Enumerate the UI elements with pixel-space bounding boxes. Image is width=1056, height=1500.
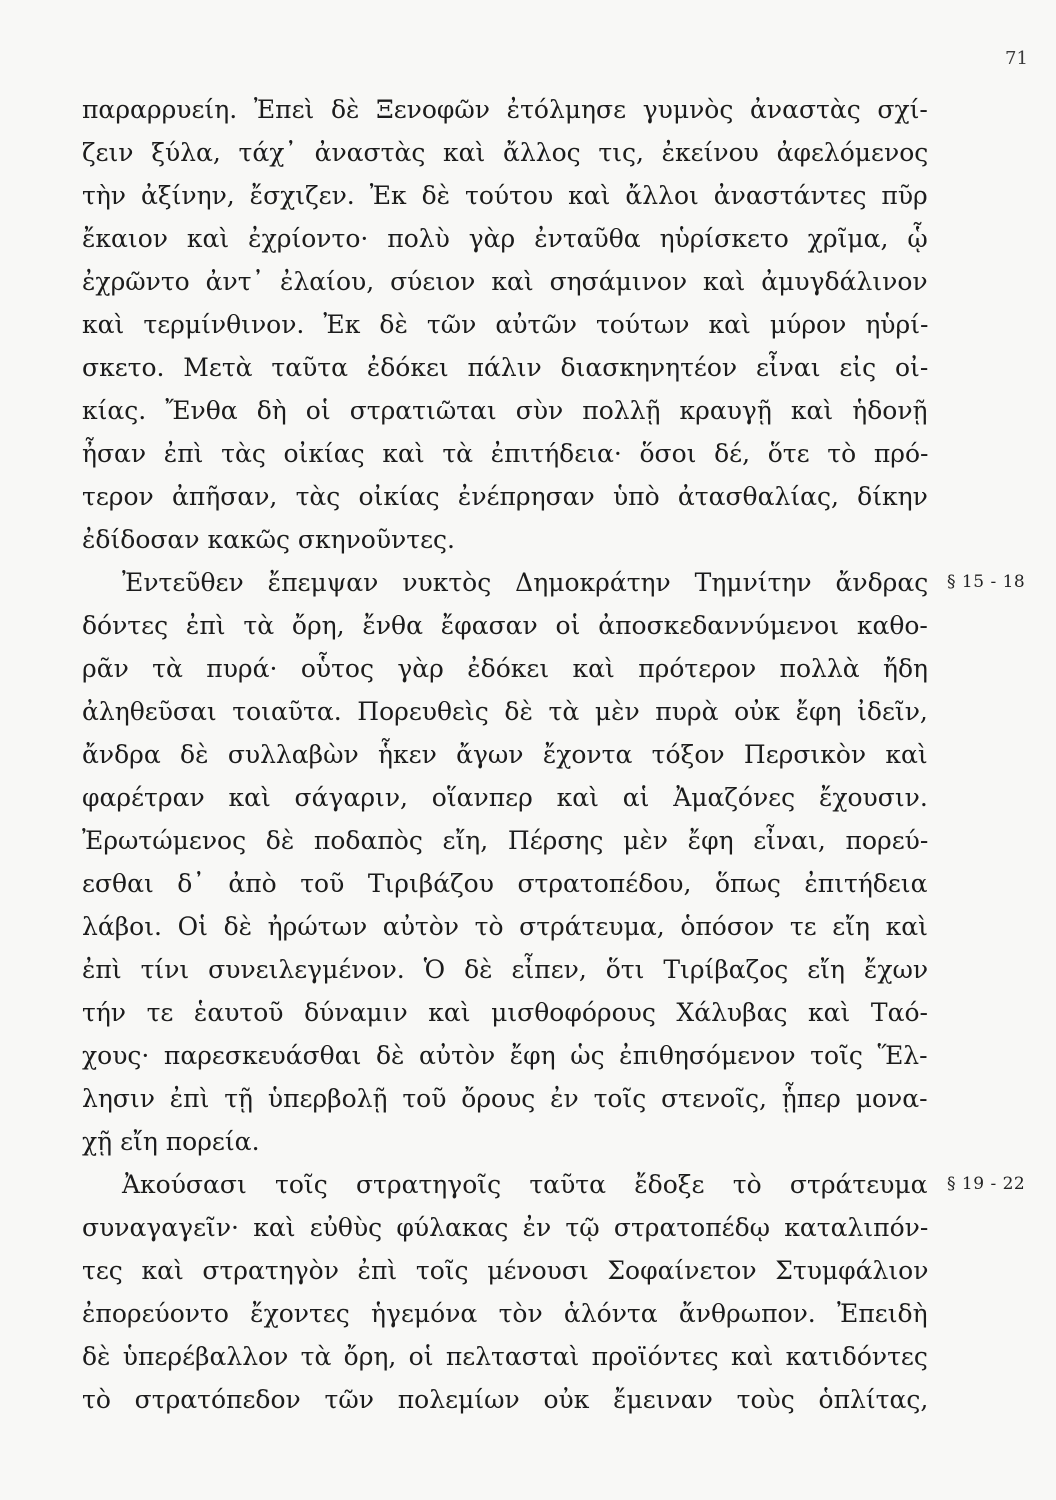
text-line	[82, 862, 928, 905]
text-line-content: τήν τε ἑαυτοῦ δύναμιν καὶ μισθοφόρους Χάλυβας καὶ Ταό-	[82, 998, 928, 1027]
text-line	[82, 1335, 928, 1378]
text-line	[82, 432, 928, 475]
text-line-content: χους· παρεσκευάσθαι δὲ αὐτὸν ἔφη ὡς ἐπιθησόμενον τοῖς Ἕλ-	[82, 1041, 928, 1070]
text-line	[82, 647, 928, 690]
text-line-content: Ἐντεῦθεν ἔπεμψαν νυκτὸς Δημοκράτην Τημνίτην ἄνδρας	[122, 568, 929, 597]
text-line-content: ζειν ξύλα, τάχ᾽ ἀναστὰς καὶ ἄλλος τις, ἐκείνου ἀφελόμενος	[82, 138, 929, 167]
text-line	[82, 346, 928, 389]
text-line-content: δὲ ὑπερέβαλλον τὰ ὄρη, οἱ πελτασταὶ προϊόντες καὶ κατιδόντες	[82, 1342, 928, 1371]
text-line	[82, 733, 928, 776]
text-line	[82, 1206, 928, 1249]
text-line-content: φαρέτραν καὶ σάγαριν, οἵανπερ καὶ αἱ Ἀμαζόνες ἔχουσιν.	[82, 783, 928, 812]
text-line	[82, 1034, 928, 1077]
text-line	[82, 475, 928, 518]
text-line-content: ἦσαν ἐπὶ τὰς οἰκίας καὶ τὰ ἐπιτήδεια· ὅσοι δέ, ὅτε τὸ πρό-	[82, 439, 929, 468]
text-line	[82, 561, 1026, 604]
text-line	[82, 1378, 928, 1421]
text-line-content: ἐπορεύοντο ἔχοντες ἡγεμόνα τὸν ἁλόντα ἄνθρωπον. Ἐπειδὴ	[82, 1299, 928, 1328]
text-line-content: δόντες ἐπὶ τὰ ὄρη, ἔνθα ἔφασαν οἱ ἀποσκεδαννύμενοι καθο-	[82, 611, 928, 640]
text-line	[82, 905, 928, 948]
text-line-content: εσθαι δ᾽ ἀπὸ τοῦ Τιριβάζου στρατοπέδου, ὅπως ἐπιτήδεια	[82, 869, 928, 898]
text-line	[82, 1292, 928, 1335]
greek-text-body	[82, 88, 1026, 1421]
text-line-content: τερον ἀπῆσαν, τὰς οἰκίας ἐνέπρησαν ὑπὸ ἀτασθαλίας, δίκην	[82, 482, 928, 511]
text-line-content: τες καὶ στρατηγὸν ἐπὶ τοῖς μένουσι Σοφαίνετον Στυμφάλιον	[82, 1256, 929, 1285]
text-line	[82, 991, 928, 1034]
text-line-content: ἐχρῶντο ἀντ᾽ ἐλαίου, σύειον καὶ σησάμινον καὶ ἀμυγδάλινον	[82, 267, 928, 296]
section-reference: § 15 - 18	[947, 572, 1026, 592]
text-line-content: λησιν ἐπὶ τῇ ὑπερβολῇ τοῦ ὄρους ἐν τοῖς στενοῖς, ᾗπερ μονα-	[82, 1084, 928, 1113]
text-line	[82, 819, 928, 862]
text-line-content: τὸ στρατόπεδον τῶν πολεμίων οὐκ ἔμειναν τοὺς ὁπλίτας,	[82, 1385, 929, 1414]
text-line-content: λάβοι. Οἱ δὲ ἠρώτων αὐτὸν τὸ στράτευμα, ὁπόσον τε εἴη καὶ	[82, 912, 928, 941]
text-line-content: ἔκαιον καὶ ἐχρίοντο· πολὺ γὰρ ἐνταῦθα ηὑρίσκετο χρῖμα, ᾧ	[82, 224, 928, 253]
text-line	[82, 690, 928, 733]
text-line-content: παραρρυείη. Ἐπεὶ δὲ Ξενοφῶν ἐτόλμησε γυμνὸς ἀναστὰς σχί-	[82, 95, 928, 124]
text-line-content: ἐδίδοσαν κακῶς σκηνοῦντες.	[82, 525, 455, 554]
text-line-content: τὴν ἀξίνην, ἔσχιζεν. Ἐκ δὲ τούτου καὶ ἄλλοι ἀναστάντες πῦρ	[82, 181, 928, 210]
text-line	[82, 518, 928, 561]
text-line-content: συναγαγεῖν· καὶ εὐθὺς φύλακας ἐν τῷ στρατοπέδῳ καταλιπόν-	[82, 1213, 929, 1242]
text-line	[82, 1249, 928, 1292]
text-line-content: χῇ εἴη πορεία.	[82, 1127, 260, 1156]
text-line-content: σκετο. Μετὰ ταῦτα ἐδόκει πάλιν διασκηνητέον εἶναι εἰς οἰ-	[82, 353, 929, 382]
text-line	[82, 948, 928, 991]
text-line	[82, 303, 928, 346]
text-line-content: Ἐρωτώμενος δὲ ποδαπὸς εἴη, Πέρσης μὲν ἔφη εἶναι, πορεύ-	[82, 826, 929, 855]
text-line-content: κίας. Ἔνθα δὴ οἱ στρατιῶται σὺν πολλῇ κραυγῇ καὶ ἡδονῇ	[82, 396, 928, 425]
text-line	[82, 174, 928, 217]
page-number: 71	[1005, 48, 1028, 69]
text-line-content: καὶ τερμίνθινον. Ἐκ δὲ τῶν αὐτῶν τούτων καὶ μύρον ηὑρί-	[82, 310, 929, 339]
text-line	[82, 776, 928, 819]
text-line	[82, 389, 928, 432]
section-reference: § 19 - 22	[947, 1174, 1026, 1194]
text-line	[82, 604, 928, 647]
text-line	[82, 217, 928, 260]
text-line-content: ἀληθεῦσαι τοιαῦτα. Πορευθεὶς δὲ τὰ μὲν πυρὰ οὐκ ἔφη ἰδεῖν,	[82, 697, 928, 726]
text-line	[82, 1163, 1026, 1206]
text-line	[82, 88, 928, 131]
text-line	[82, 1077, 928, 1120]
text-line	[82, 260, 928, 303]
text-line-content: ἄνδρα δὲ συλλαβὼν ἧκεν ἄγων ἔχοντα τόξον Περσικὸν καὶ	[82, 740, 928, 769]
text-line-content: ἐπὶ τίνι συνειλεγμένον. Ὁ δὲ εἶπεν, ὅτι Τιρίβαζος εἴη ἔχων	[82, 955, 929, 984]
text-line	[82, 1120, 928, 1163]
text-line	[82, 131, 928, 174]
text-line-content: Ἀκούσασι τοῖς στρατηγοῖς ταῦτα ἔδοξε τὸ στράτευμα	[122, 1170, 928, 1199]
text-line-content: ρᾶν τὰ πυρά· οὗτος γὰρ ἐδόκει καὶ πρότερον πολλὰ ἤδη	[82, 654, 928, 683]
